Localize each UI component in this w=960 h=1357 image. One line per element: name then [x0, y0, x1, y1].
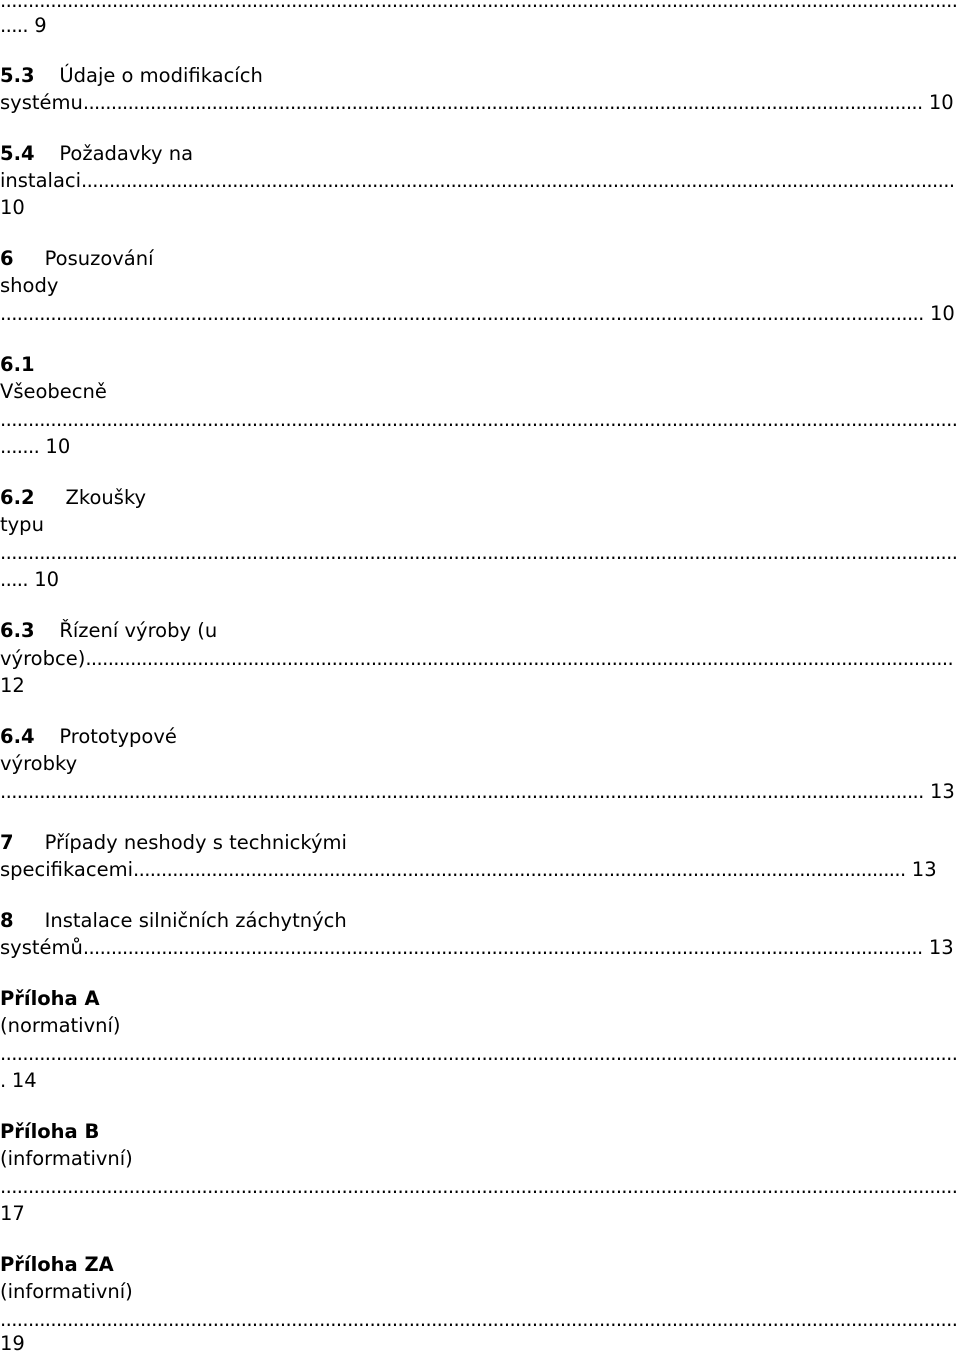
- toc-annex-za-title[interactable]: Příloha ZA: [0, 1253, 114, 1276]
- toc-page-number: 12: [0, 674, 25, 697]
- toc-page-number: 10: [34, 568, 60, 591]
- toc-page-number: 17: [0, 1202, 25, 1225]
- toc-entry-6-line[interactable]: [0, 300, 955, 327]
- toc-entry-6-2-title[interactable]: [0, 484, 146, 511]
- toc-section-number: 6.2: [0, 486, 35, 509]
- toc-page-number: 9: [34, 14, 47, 37]
- toc-section-title-cont: výrobky: [0, 752, 78, 775]
- toc-section-number: 7: [0, 831, 14, 854]
- toc-dots: .: [0, 1069, 6, 1092]
- toc-annex-b-title[interactable]: Příloha B: [0, 1120, 100, 1143]
- toc-section-title: Údaje o modifikacích: [59, 64, 263, 87]
- toc-page-number: 10: [45, 435, 71, 458]
- toc-entry-6-4-title[interactable]: [0, 723, 177, 750]
- toc-entry-5-4-line[interactable]: [0, 167, 954, 194]
- toc-section-title: Posuzování: [44, 247, 154, 270]
- toc-section-title: Případy neshody s technickými: [44, 831, 347, 854]
- toc-annex-b-type: (informativní): [0, 1147, 133, 1170]
- toc-entry-6-1-line[interactable]: [0, 433, 70, 460]
- toc-section-title-cont: specifikacemi: [0, 858, 133, 881]
- toc-section-title: Zkoušky: [65, 486, 147, 509]
- toc-entry-7-line[interactable]: [0, 856, 937, 883]
- toc-entry-7-title[interactable]: [0, 829, 347, 856]
- toc-section-title: Požadavky na: [59, 142, 194, 165]
- toc-dots: .....................................................................................................................................................................: [0, 302, 924, 325]
- toc-page-number: 10: [929, 302, 955, 325]
- toc-annex-a-type: (normativní): [0, 1014, 121, 1037]
- toc-entry-5-3-line[interactable]: [0, 89, 954, 116]
- toc-dots: .......: [0, 435, 40, 458]
- toc-dots: ..........................................................................................................................................: [133, 858, 906, 881]
- toc-section-title-cont: typu: [0, 513, 44, 536]
- toc-entry-6-2-line[interactable]: [0, 566, 59, 593]
- toc-dots-line: ...........................................................................................................................................................................: [0, 0, 958, 12]
- toc-entry-8-line[interactable]: [0, 934, 954, 961]
- toc-section-title: Prototypové: [59, 725, 177, 748]
- toc-page-number: 13: [929, 780, 955, 803]
- toc-dots: ...........................................................................................................................................................................: [0, 1042, 958, 1065]
- toc-section-title: Řízení výroby (u: [59, 619, 218, 642]
- toc-section-number: 6: [0, 247, 14, 270]
- toc-dots: ...........................................................................................................................................................: [85, 647, 954, 670]
- toc-section-number: 6.4: [0, 725, 35, 748]
- toc-dots: ......................................................................................................................................................: [82, 936, 923, 959]
- toc-dots: .....: [0, 568, 28, 591]
- toc-dots: ............................................................................................................................................................: [81, 169, 955, 192]
- toc-section-title-cont: shody: [0, 274, 59, 297]
- toc-dots: ...........................................................................................................................................................................: [0, 408, 958, 431]
- toc-dots: ...........................................................................................................................................................................: [0, 1308, 958, 1331]
- toc-section-number: 5.4: [0, 142, 35, 165]
- toc-section-title-cont: systémů: [0, 936, 83, 959]
- toc-section-title-cont: výrobce): [0, 647, 86, 670]
- toc-entry-6-title[interactable]: [0, 245, 154, 272]
- toc-annex-za-type: (informativní): [0, 1280, 133, 1303]
- toc-page-number: 19: [0, 1332, 25, 1355]
- toc-annex-a-title[interactable]: Příloha A: [0, 987, 100, 1010]
- toc-entry-prev-tail[interactable]: [0, 12, 47, 39]
- toc-entry-6-4-line[interactable]: [0, 778, 955, 805]
- toc-entry-8-title[interactable]: [0, 907, 347, 934]
- toc-section-number: 8: [0, 909, 14, 932]
- toc-entry-6-1-number[interactable]: [0, 351, 35, 378]
- toc-page-number: 13: [911, 858, 937, 881]
- toc-entry-6-3-title[interactable]: [0, 617, 217, 644]
- toc-section-number: 6.1: [0, 353, 35, 376]
- toc-dots: ...........................................................................................................................................................................: [0, 541, 958, 564]
- toc-page-number: 13: [928, 936, 954, 959]
- toc-section-title-cont: instalaci: [0, 169, 82, 192]
- toc-dots: ...........................................................................................................................................................................: [0, 1175, 958, 1198]
- toc-section-number: 5.3: [0, 64, 35, 87]
- toc-entry-6-3-line[interactable]: [0, 645, 953, 672]
- toc-page-number: 14: [11, 1069, 37, 1092]
- toc-entry-5-4-title[interactable]: [0, 140, 193, 167]
- toc-annex-a-line[interactable]: [0, 1067, 37, 1094]
- toc-dots: ......................................................................................................................................................: [82, 91, 923, 114]
- toc-section-number: 6.3: [0, 619, 35, 642]
- toc-page-number: 10: [928, 91, 954, 114]
- toc-section-title: Instalace silničních záchytných: [44, 909, 347, 932]
- toc-entry-5-4-page: 10: [0, 196, 25, 219]
- toc-section-title: Všeobecně: [0, 380, 107, 403]
- toc-section-title-cont: systému: [0, 91, 83, 114]
- toc-entry-5-3-title[interactable]: [0, 62, 263, 89]
- toc-dots: .....................................................................................................................................................................: [0, 780, 924, 803]
- toc-dots: .....: [0, 14, 28, 37]
